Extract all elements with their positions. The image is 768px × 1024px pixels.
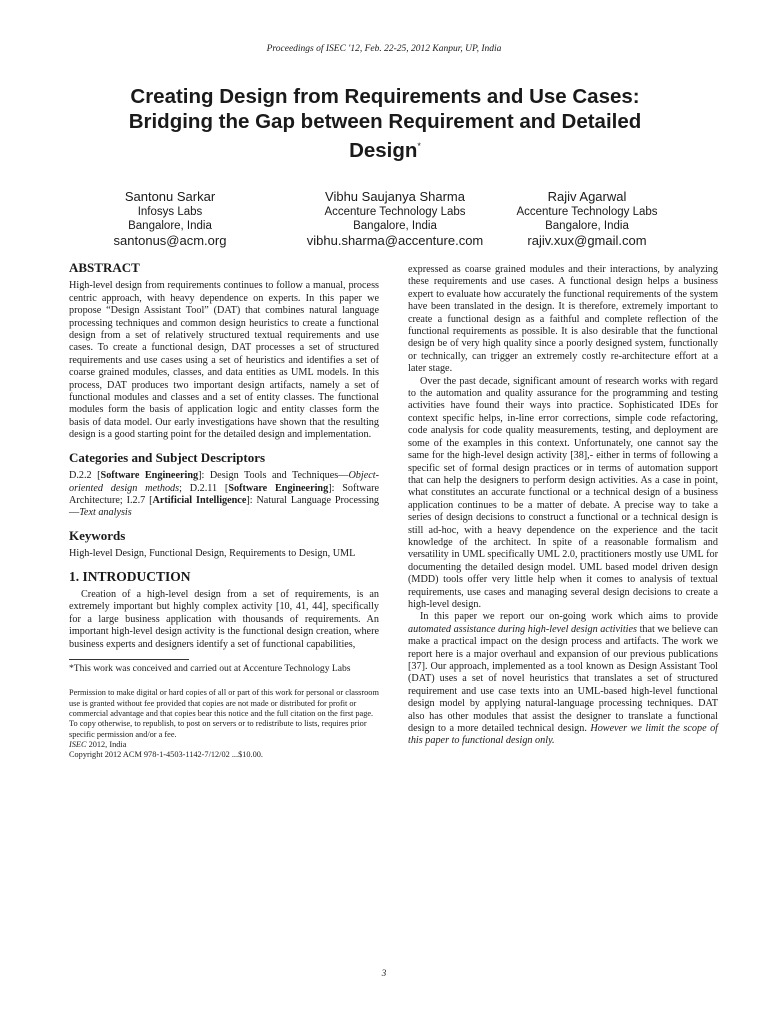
categories-text [69,470,379,520]
permission-text: Permission to make digital or hard copies of all or part of this work for personal or classroom use is granted without fee provided that copies are not made or distributed for profit or commercial advantage and that copies bear this notice and the full citation on the first page. To copy otherwise, to republish, to post on servers or to redistribute to lists, requires prior specific permission and/or a fee. [69,688,379,739]
author-1 [90,188,250,249]
categories-bold: Software Engineering [100,470,199,482]
paragraph-italic: automated assistance during high-level design activities [408,623,637,635]
page-number: 3 [381,968,387,978]
author-location: Bangalore, India [353,220,437,232]
author-2 [295,188,495,249]
categories-part: ]: Design Tools and Techniques— [198,470,349,482]
introduction-heading: 1. INTRODUCTION [69,568,191,584]
footnote-text: *This work was conceived and carried out at Accenture Technology Labs [69,662,351,674]
categories-part: ]: Software Architecture; I.2.7 [ [69,482,380,506]
author-email[interactable]: vibhu.sharma@accenture.com [306,233,484,248]
categories-heading: Categories and Subject Descriptors [69,449,266,465]
title-line-1: Creating Design from Requirements and Use Cases: [130,85,640,108]
author-location: Bangalore, India [128,220,212,232]
author-affiliation: Accenture Technology Labs [516,206,658,218]
left-column [69,262,379,761]
categories-bold: Software Engineering [228,482,329,494]
right-column [408,264,718,748]
author-name: Vibhu Saujanya Sharma [325,189,465,204]
abstract-text: High-level design from requirements continues to follow a manual, process centric approach, with heavy dependence on experts. In this paper we propose “Design Assistant Tool” (DAT) that combines natural language processing techniques and common design heuristics to create a functional design from a set of relatively structured textual requirements and use cases. To create a functional design, DAT processes a set of structured requirements and use cases using a set of heuristics and identifies a set of coarse grained modules, classes, and data entities as UML models. In this process, DAT produces two important design artifacts, namely a set of functional modules and classes and a set of entity classes. The functional modules form the basis of application logic and entity classes form the basis of data model. Our early investigations have shown that the resulting design is a good starting point for the detailed design and implementation. [69,280,379,441]
author-3 [502,188,672,249]
proceedings-header: Proceedings of ISEC '12, Feb. 22-25, 2012 Kanpur, UP, India [266,44,502,54]
abstract-heading: ABSTRACT [69,260,140,275]
paragraph-italic: However we limit the scope of this paper to functional design only. [408,723,718,747]
permission-notice [69,688,379,760]
categories-part: ; D.2.11 [ [179,482,229,494]
copyright-line: Copyright 2012 ACM 978-1-4503-1142-7/12/02 ...$10.00. [69,750,263,760]
author-affiliation: Accenture Technology Labs [324,206,466,218]
categories-italic: Object-oriented design methods [69,470,379,494]
permission-venue: ISEC [69,739,87,749]
title-line-3: Design [349,138,418,162]
title-line-3-wrap [90,134,680,163]
author-name: Santonu Sarkar [124,189,216,204]
right-paragraph-2: Over the past decade, significant amount of research works with regard to the automation and quality assurance for the programming and testing activities have found their ways into practice. Sophisticated IDEs for context specific helps, in-line error corrections, simple code refactoring, code analysis for code quality measurements, testing, and deployment are some of the examples in this context. Unfortunately, one cannot say the same for the high-level design activity [38],- either in terms of following a specific set of formal design practices or in terms of automation support that can help the designers to perform design activities. As a case in point, what constitutes an accurate functional or a technical design of a business application continues to be a matter of debate. A precise way to take a series of design decisions to construct a functional or a technical design is still ad-hoc, with a heavy dependence on the experience and the tacit knowledge of the architect. In spite of a reasonable formalism and versatility in UML specifically UML 2.0, practitioners mostly use UML for documenting the detailed design model. UML based model driven design (MDD) tools offer very little help when it comes to analysis of textual requirements, use cases and managing several design decisions to create a high-level design. [408,375,718,610]
introduction-paragraph: Creation of a high-level design from a set of requirements, is an extremely important but highly complex activity [10, 41, 44], specifically for a large business application with thousands of requirements. An important high-level design activity is the functional design creation, where business experts and designers identify a set of functional capabilities, [69,588,379,650]
author-email[interactable]: rajiv.xux@gmail.com [527,233,647,248]
paper-title [90,84,680,163]
title-line-2: Bridging the Gap between Requirement and Detailed [128,110,642,133]
author-affiliation: Infosys Labs [137,206,203,218]
footnote-rule [69,659,189,660]
paragraph-part: that we believe can make a practical impact on the design process and artifacts. The work we report here is a major overhaul and expansion of our previous publications [37]. Our approach, implemented as a tool known as Design Assistant Tool (DAT) uses a set of novel heuristics that translates a set of structured requirement and use case texts into an UML-based high-level functional design model by applying natural-language processing techniques. DAT also has other modules that assist the designer to translate a functional design to a more detailed technical design. [408,623,718,735]
right-paragraph-1: expressed as coarse grained modules and their interactions, by analyzing these requirements and use cases. A functional design helps a business expert to evaluate how accurately the functional requirements of the system have been translated in the design. It is therefore, extremely important to create a functional design as a faithful and complete reflection of the functional requirements as possible. It is also desirable that the functional design be of very high quality since a poorly designed system, functionally or technically, can trigger an extremely costly re-architecture effort at a later stage. [408,264,718,375]
author-email[interactable]: santonus@acm.org [113,233,227,248]
categories-part: D.2.2 [ [69,470,101,482]
permission-venue-rest: 2012, India [86,739,127,749]
keywords-text: High-level Design, Functional Design, Requirements to Design, UML [69,548,356,560]
right-paragraph-3 [408,611,718,747]
categories-part: ]: Natural Language Processing— [69,494,380,519]
categories-bold: Artificial Intelligence [152,494,247,506]
title-footnote-mark: * [417,141,421,151]
categories-italic: Text analysis [79,507,132,519]
author-name: Rajiv Agarwal [547,189,627,204]
keywords-heading: Keywords [69,527,126,543]
paragraph-part: In this paper we report our on-going work which aims to provide [420,611,718,623]
author-location: Bangalore, India [545,220,629,232]
